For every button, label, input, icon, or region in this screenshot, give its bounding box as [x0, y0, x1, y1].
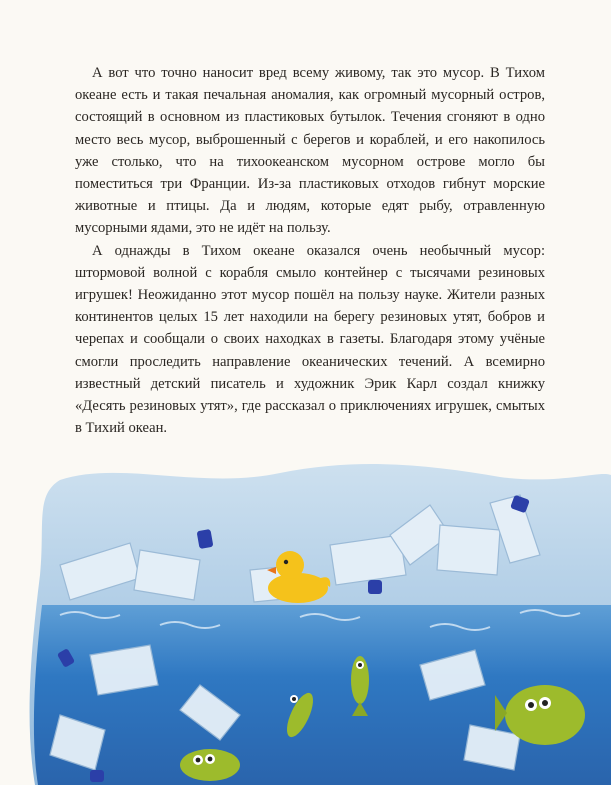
- article-text: [75, 62, 545, 439]
- ocean-plastic-illustration: [0, 455, 611, 785]
- paragraph-1: А вот что точно наносит вред всему живому, так это мусор. В Тихом океане есть и такая печальная аномалия, как огромный мусорный остров, состоящий в основном из пластиковых бутылок. Течения сгоняют в одно место весь мусор, выброшенный с берегов и кораблей, и его накопилось уже столько, что на тихоокеанском мусорном острове могло бы поместиться три Франции. Из-за пластиковых отходов гибнут морские животные и птицы. Да и людям, которые едят рыбу, отравленную мусорными ядами, это не идёт на пользу.: [75, 65, 545, 237]
- paragraph-2: А однажды в Тихом океане оказался очень необычный мусор: штормовой волной с корабля смыло контейнер с тысячами резиновых игрушек! Неожиданно этот мусор пошёл на пользу науке. Жители разных континентов целых 15 лет находили на берегу резиновых утят, бобров и черепах и сообщали о своих находках в газеты. Благодаря этому учёные смогли проследить направление океанических течений. А всемирно известный детский писатель и художник Эрик Карл создал книжку «Десять резиновых утят», где рассказал о приключениях игрушек, смытых в Тихий океан.: [75, 242, 545, 437]
